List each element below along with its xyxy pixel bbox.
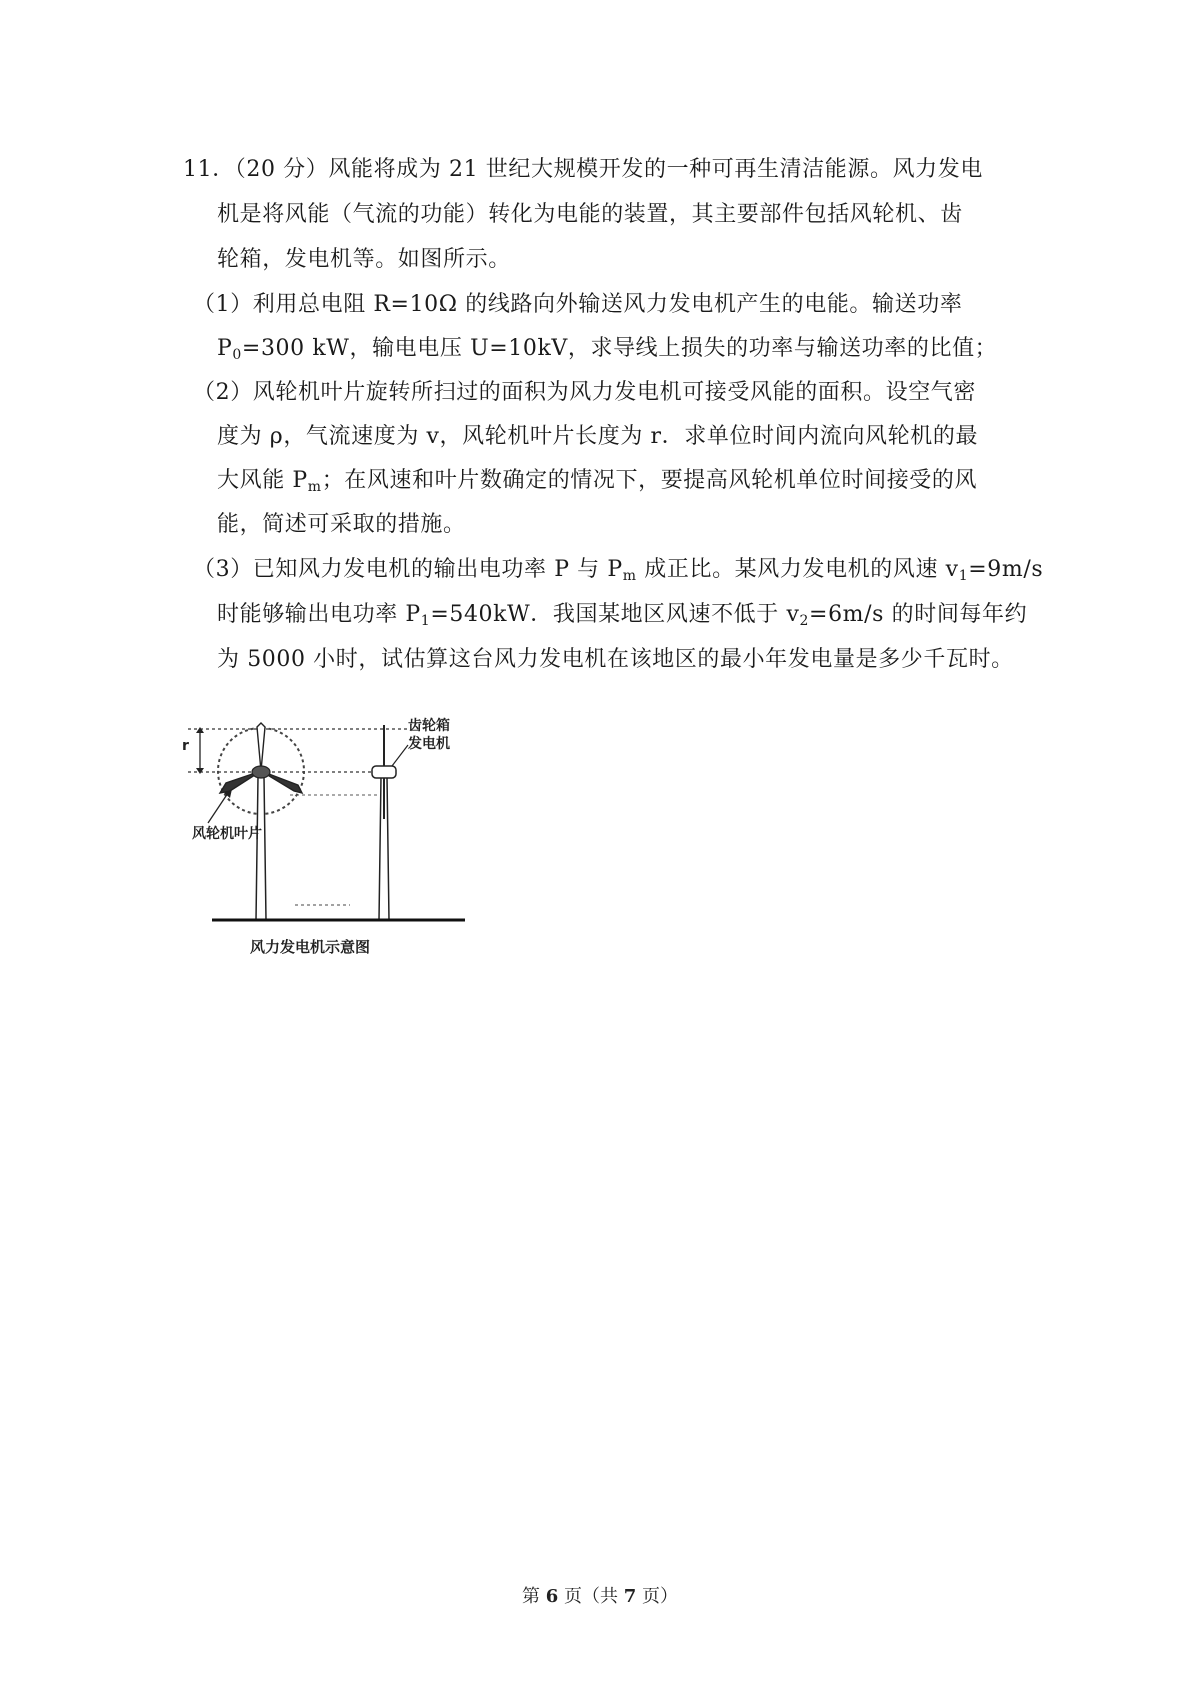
nacelle [372, 766, 396, 778]
question-line-3: 轮箱，发电机等。如图所示。 [217, 247, 511, 272]
part2-line-4: 能，简述可采取的措施。 [217, 512, 466, 537]
label-r: r [182, 738, 189, 754]
part2-line-1: （2）风轮机叶片旋转所扫过的面积为风力发电机可接受风能的面积。设空气密 [193, 380, 976, 405]
left-tower [256, 777, 266, 920]
part3-line-3: 为 5000 小时，试估算这台风力发电机在该地区的最小年发电量是多少千瓦时。 [217, 647, 1014, 672]
r-arrow-top [196, 727, 204, 733]
label-gearbox: 齿轮箱 [408, 718, 450, 734]
current-page: 6 [545, 1586, 559, 1607]
label-generator: 发电机 [408, 736, 450, 752]
figure-caption: 风力发电机示意图 [250, 938, 371, 956]
part3-line-2: 时能够输出电功率 $P_1=540kW$．我国某地区风速不低于 $v_2=6m/s$ 的时间每年约 [217, 602, 1028, 629]
nacelle-pointer-line [392, 745, 408, 766]
part2-line-2: 度为 ρ，气流速度为 v，风轮机叶片长度为 r．求单位时间内流向风轮机的最 [217, 424, 979, 449]
question-line-1: 11．（20 分）风能将成为 21 世纪大规模开发的一种可再生清洁能源。风力发电 [183, 157, 983, 182]
part3-line-1: （3）已知风力发电机的输出电功率 P 与 $P_m$ 成正比。某风力发电机的风速 $v_1=9m/s$ [193, 557, 1044, 584]
question-line-2: 机是将风能（气流的功能）转化为电能的装置，其主要部件包括风轮机、齿 [217, 202, 963, 227]
blade-up [257, 723, 265, 771]
part2-line-3: 大风能 $P_m$；在风速和叶片数确定的情况下，要提高风轮机单位时间接受的风 [217, 468, 978, 495]
r-arrow-bottom [196, 768, 204, 774]
hub [252, 766, 270, 778]
label-blades: 风轮机叶片 [192, 826, 262, 842]
part1-line-2: $P_0=300$ kW，输电电压 U=10kV，求导线上损失的功率与输送功率的比值； [217, 336, 998, 363]
blade-pointer-line [208, 793, 228, 823]
part1-line-1: （1）利用总电阻 R=10Ω 的线路向外输送风力发电机产生的电能。输送功率 [193, 292, 963, 317]
total-pages: 7 [623, 1586, 637, 1607]
wind-turbine-figure [180, 715, 510, 930]
page-footer: 第 6 页（共 7 页） [522, 1586, 678, 1607]
